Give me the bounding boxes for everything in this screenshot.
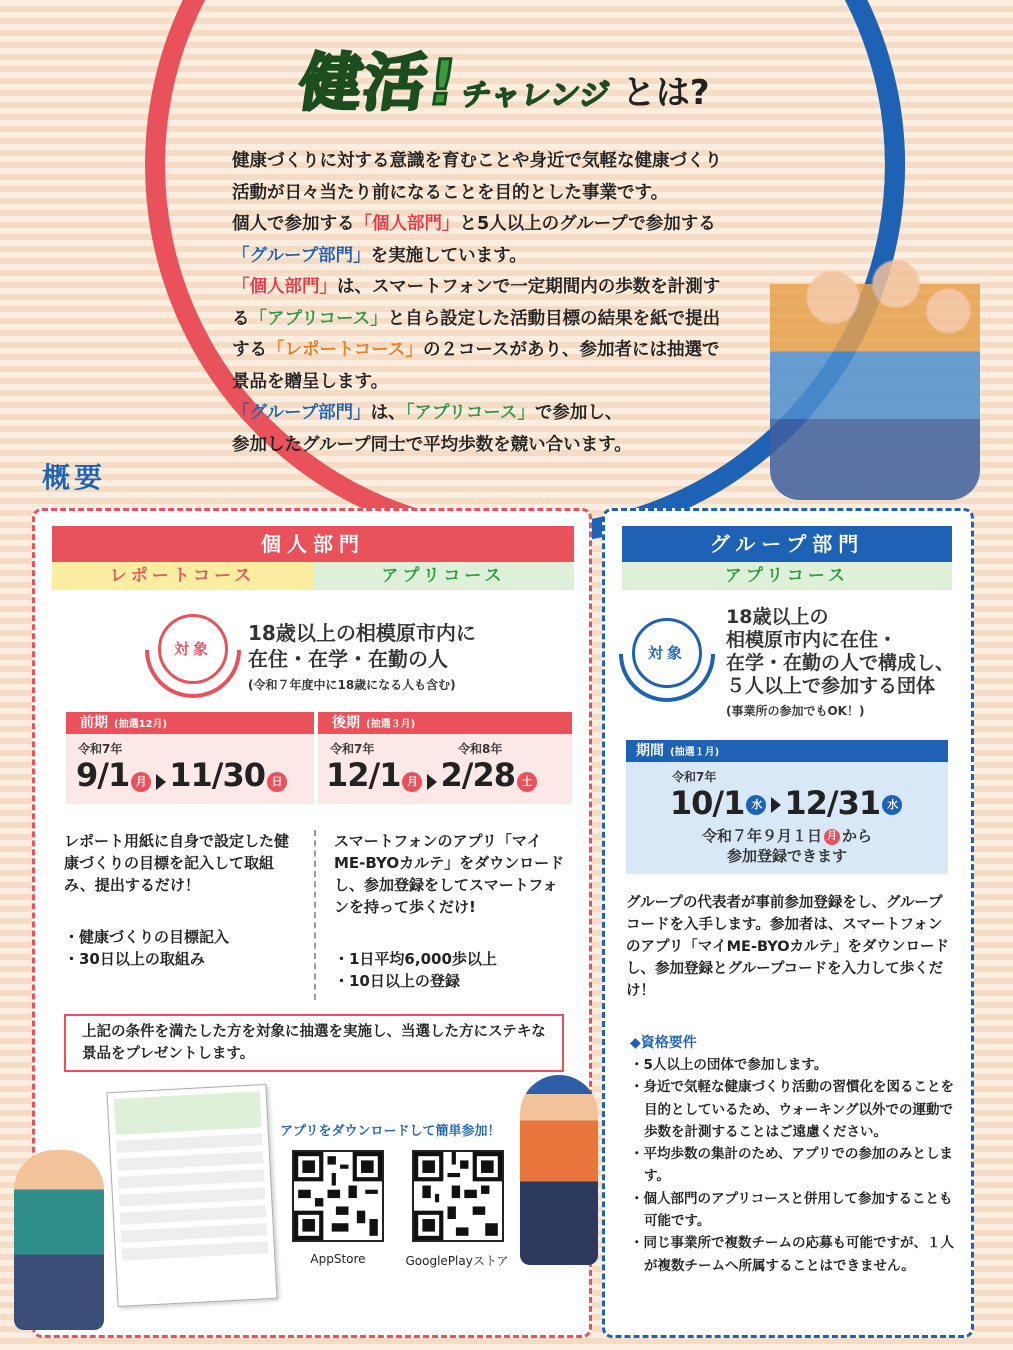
intro-line: 参加したグループ同士で平均歩数を競い合います。	[232, 434, 632, 455]
target-line: 相模原市内に在住・	[726, 629, 898, 651]
walking-crowd-illustration	[770, 230, 980, 500]
target-note: (令和７年度中に18歳になる人も含む)	[248, 678, 456, 692]
group-header: グループ部門	[622, 526, 952, 562]
registration-note: 令和７年９月１日 月 から 参加登録できます	[701, 827, 873, 865]
weekday-badge: 月	[402, 772, 422, 792]
target-badge: 対象	[158, 614, 228, 684]
requirement-item: ・30日以上の取組み	[64, 950, 205, 968]
date-range: 12/1 月 2/28 土	[326, 756, 539, 794]
appstore-label: AppStore	[310, 1252, 366, 1266]
group-period-bar: 期間 (抽選１月)	[626, 740, 948, 762]
intro-line: する「レポートコース」の２コースがあり、参加者には抽選で	[232, 340, 720, 360]
intro-text	[232, 146, 792, 461]
first-period-bar: 前期 (抽選12月)	[66, 712, 314, 734]
weekday-badge: 日	[267, 772, 287, 792]
appstore-qr-code[interactable]	[292, 1150, 384, 1242]
walking-woman-illustration	[520, 1075, 598, 1265]
intro-line: 「グループ部門」を実施しています。	[232, 245, 527, 266]
target-line: ５人以上で参加する団体	[726, 675, 936, 697]
era-label: 令和7年	[672, 770, 717, 784]
report-requirements	[64, 926, 229, 970]
divider	[314, 830, 316, 1000]
requirement-item: ・同じ事業所で複数チームの応募も可能ですが、１人が複数チームへ所属することはできません。	[630, 1235, 954, 1274]
requirements-title: ◆資格要件	[630, 1035, 697, 1051]
individual-header: 個人部門	[52, 526, 574, 562]
requirement-item: ・平均歩数の集計のため、アプリでの参加のみとします。	[630, 1146, 953, 1185]
group-period-dates	[626, 762, 948, 874]
requirement-item: ・10日以上の登録	[334, 972, 460, 990]
intro-line: る「アプリコース」と自ら設定した活動目標の結果を紙で提出	[232, 308, 721, 329]
logo-main-text: 健活!	[294, 46, 464, 119]
app-requirements	[334, 948, 497, 992]
walking-man-illustration	[14, 1150, 104, 1330]
googleplay-qr-code[interactable]	[412, 1150, 504, 1242]
group-app-course-label: アプリコース	[622, 562, 952, 590]
requirements-list	[630, 1054, 956, 1277]
weekday-badge: 水	[746, 795, 766, 815]
era-label: 令和8年	[458, 742, 503, 756]
requirement-item: ・5人以上の団体で参加します。	[630, 1057, 828, 1073]
weekday-badge: 土	[517, 772, 537, 792]
first-period-dates	[66, 734, 314, 804]
target-line: 18歳以上の相模原市内に	[248, 621, 476, 645]
target-line: 在学・在勤の人で構成し、	[726, 652, 955, 674]
download-prompt: アプリをダウンロードして簡単参加！	[280, 1124, 501, 1139]
individual-target	[248, 620, 568, 693]
logo-sub-text: チャレンジ	[459, 78, 612, 113]
section-title: 概要	[42, 461, 107, 494]
requirement-item: ・身近で気軽な健康づくり活動の習慣化を図ることを目的としているため、ウォーキング以外での運動で歩数を計測することはご遠慮ください。	[630, 1079, 954, 1140]
weekday-badge: 月	[131, 772, 151, 792]
intro-line: 「グループ部門」は、「アプリコース」で参加し、	[232, 403, 623, 423]
group-target	[726, 606, 966, 719]
app-course-description: スマートフォンのアプリ「マイME-BYOカルテ」をダウンロードし、参加登録をしてスマートフォンを持って歩くだけ!	[334, 832, 565, 916]
intro-line: 景品を贈呈します。	[232, 371, 389, 392]
intro-line: 健康づくりに対する意識を育むことや身近で気軽な健康づくり	[232, 151, 722, 171]
second-period-bar: 後期 (抽選３月)	[318, 712, 572, 734]
arrow-right-icon	[156, 774, 166, 790]
arrow-right-icon	[771, 797, 781, 813]
date-range: 9/1 月 11/30 日	[76, 756, 289, 794]
group-description: グループの代表者が事前参加登録をし、グループコードを入手します。参加者は、スマートフォンのアプリ「マイME-BYOカルテ」をダウンロードし、参加登録とグループコードを入力して歩くだけ！	[626, 895, 950, 999]
target-line: 18歳以上の	[726, 606, 829, 628]
report-form-image	[106, 1084, 277, 1307]
target-badge: 対象	[632, 618, 702, 688]
report-course-label: レポートコース	[52, 562, 313, 590]
intro-line: 個人で参加する「個人部門」と5人以上のグループで参加する	[232, 214, 716, 234]
target-line: 在住・在学・在勤の人	[248, 647, 448, 671]
app-course-label: アプリコース	[313, 562, 574, 590]
logo-question: とは?	[621, 73, 710, 113]
era-label: 令和7年	[78, 742, 123, 756]
intro-line: 「個人部門」は、スマートフォンで一定期間内の歩数を計測す	[232, 277, 721, 297]
challenge-logo	[294, 46, 710, 119]
requirement-item: ・健康づくりの目標記入	[64, 928, 230, 946]
second-period-dates	[318, 734, 572, 804]
date-range: 10/1 水 12/31 水	[626, 784, 948, 822]
era-label: 令和7年	[330, 742, 375, 756]
lottery-notice: 上記の条件を満たした方を対象に抽選を実施し、当選した方にステキな景品をプレゼントします。	[64, 1014, 564, 1072]
googleplay-label: GooglePlayストア	[405, 1254, 509, 1268]
weekday-badge: 水	[882, 795, 902, 815]
intro-line: 活動が日々当たり前になることを目的とした事業です。	[232, 182, 669, 203]
report-course-description: レポート用紙に自身で設定した健康づくりの目標を記入して取組み、提出するだけ！	[64, 832, 290, 894]
target-note: (事業所の参加でもOK！)	[726, 704, 865, 718]
requirement-item: ・個人部門のアプリコースと併用して参加することも可能です。	[630, 1190, 953, 1230]
requirement-item: ・1日平均6,000歩以上	[334, 950, 497, 968]
arrow-right-icon	[427, 774, 437, 790]
